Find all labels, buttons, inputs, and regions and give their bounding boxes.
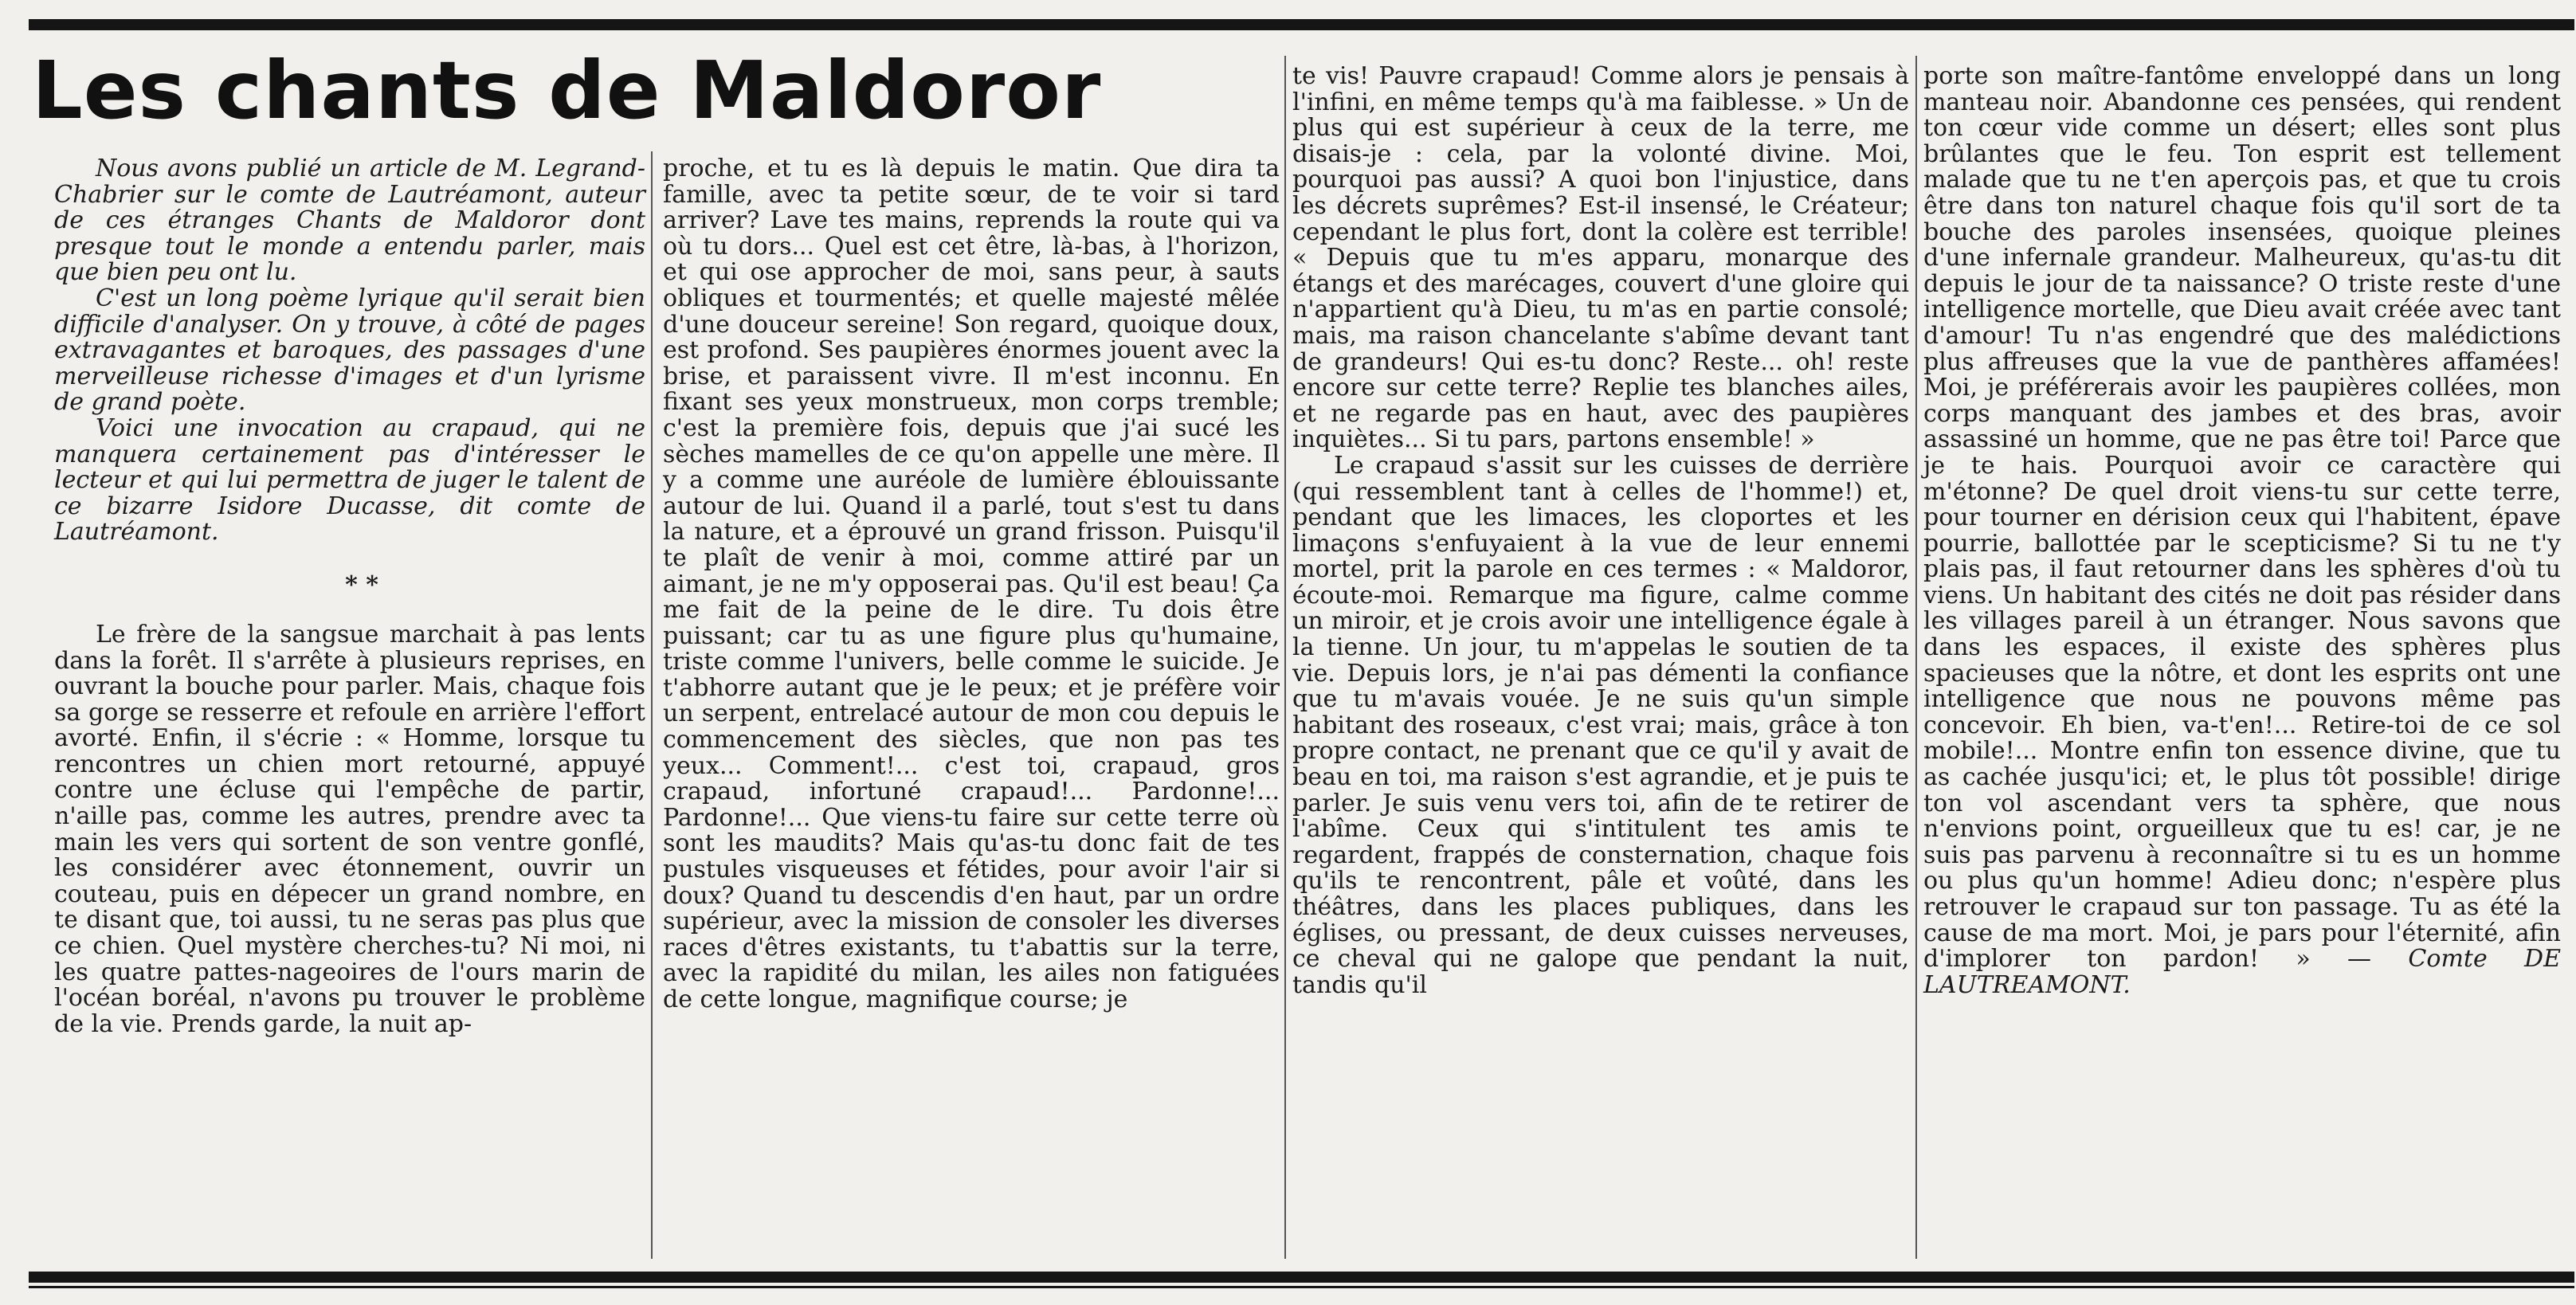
column-divider xyxy=(1284,56,1286,1259)
asterism-separator: * * xyxy=(345,570,378,599)
intro-section xyxy=(54,156,645,546)
column-4 xyxy=(1923,64,2561,998)
column-divider xyxy=(651,151,653,1259)
column-3 xyxy=(1292,64,1909,998)
author-signature: Comte DE LAUTREAMONT. xyxy=(1923,945,2561,999)
body-paragraph: te vis! Pauvre crapaud! Comme alors je pensais à l'infini, en même temps qu'à ma faiblesse. » Un de plus qui est supérieur à ceux de la terre, me disais-je : cela, par la volonté divine. Moi, pourquoi pas aussi? A quoi bon l'injustice, dans les décrets suprêmes? Est-il insensé, le Créateur; cependant le plus fort, dont la colère est terrible! « Depuis que tu m'es apparu, monarque des étangs et des marécages, couvert d'une gloire qui n'appartient qu'à Dieu, tu m'as en partie consolé; mais, ma raison chancelante s'abîme devant tant de grandeurs! Qui es-tu donc? Reste... oh! reste encore sur cette terre? Replie tes blanches ailes, et ne regarde pas en haut, avec des paupières inquiètes... Si tu pars, partons ensemble! » xyxy=(1292,62,1909,454)
column-1 xyxy=(54,156,645,1037)
body-paragraph xyxy=(1923,64,2561,998)
intro-paragraph: Nous avons publié un article de M. Legrand-Chabrier sur le comte de Lautréamont, auteur de ces étranges Chants de Maldoror dont presque tout le monde a entendu parler, mais que bien peu ont lu. xyxy=(54,155,645,287)
body-paragraph: Le crapaud s'assit sur les cuisses de derrière (qui ressemblent tant à celles de l'homme!) et, pendant que les limaces, les cloportes et les limaçons s'enfuyaient à la vue de leur ennemi mortel, prit la parole en ces termes : « Maldoror, écoute-moi. Remarque ma figure, calme comme un miroir, et je crois avoir une intelligence égale à la tienne. Un jour, tu m'appelas le soutien de ta vie. Depuis lors, je n'ai pas démenti la confiance que tu m'avais vouée. Je ne suis qu'un simple habitant des roseaux, c'est vrai; mais, grâce à ton propre contact, ne prenant que ce qu'il y avait de beau en toi, ma raison s'est agrandie, et je puis te parler. Je suis venu vers toi, afin de te retirer de l'abîme. Ceux qui s'intitulent tes amis te regardent, frappés de consternation, chaque fois qu'ils te rencontrent, pâle et voûté, dans les théâtres, dans les places publiques, dans les églises, ou pressant, de deux cuisses nerveuses, ce cheval qui ne galope que pendant la nuit, tandis qu'il xyxy=(1292,451,1909,999)
column-2 xyxy=(663,156,1280,1013)
intro-paragraph: C'est un long poème lyrique qu'il serait bien difficile d'analyser. On y trouve, à côté de pages extravagantes et baroques, des passages d'une merveilleuse richesse d'images et d'un lyrisme de grand poète. xyxy=(54,284,645,417)
bottom-rule-thin xyxy=(29,1286,2574,1288)
body-paragraph: Le frère de la sangsue marchait à pas lents dans la forêt. Il s'arrête à plusieurs reprises, en ouvrant la bouche pour parler. Mais, chaque fois sa gorge se resserre et refoule en arrière l'effort avorté. Enfin, il s'écrie : « Homme, lorsque tu rencontres un chien mort retourné, appuyé contre une écluse qui l'empêche de partir, n'aille pas, comme les autres, prendre avec ta main les vers qui sortent de son ventre gonflé, les considérer avec étonnement, ouvrir un couteau, puis en dépecer un grand nombre, en te disant que, toi aussi, tu ne seras pas plus que ce chien. Quel mystère cherches-tu? Ni moi, ni les quatre pattes-nageoires de l'ours marin de l'océan boréal, n'avons pu trouver le problème de la vie. Prends garde, la nuit ap- xyxy=(54,620,645,1038)
bottom-rule xyxy=(29,1272,2574,1283)
column-divider xyxy=(1915,56,1917,1259)
headline: Les chants de Maldoror xyxy=(32,44,1102,137)
body-text: porte son maître-fantôme enveloppé dans un long manteau noir. Abandonne ces pensées, qui rendent ton cœur vide comme un désert; elles sont plus brûlantes que le feu. Ton esprit est tellement malade que tu ne t'en aperçois pas, et que tu crois être dans ton naturel chaque fois qu'il sort de ta bouche des paroles insensées, quoique pleines d'une infernale grandeur. Malheureux, qu'as-tu dit depuis le jour de ta naissance? O triste reste d'une intelligence mortelle, que Dieu avait créée avec tant d'amour! Tu n'as engendré que des malédictions plus affreuses que la vue de panthères affamées! Moi, je préférerais avoir les paupières collées, mon corps manquant des jambes et des bras, avoir assassiné un homme, que ne pas être toi! Parce que je te hais. Pourquoi avoir ce caractère qui m'étonne? De quel droit viens-tu sur cette terre, pour tourner en dérision ceux qui l'habitent, épave pourrie, ballottée par le scepticisme? Si tu ne t'y plais pas, il faut retourner dans les sphères d'où tu viens. Un habitant des cités ne doit pas résider dans les villages pareil à un étranger. Nous savons que dans les espaces, il existe des sphères plus spacieuses que la nôtre, et dont les esprits ont une intelligence que nous ne pouvons même pas concevoir. Eh bien, va-t'en!... Retire-toi de ce sol mobile!... Montre enfin ton essence divine, que tu as cachée jusqu'ici; et, le plus tôt possible! dirige ton vol ascendant vers ta sphère, que nous n'envions point, orgueilleux que tu es! car, je ne suis pas parvenu à reconnaître si tu es un homme ou plus qu'un homme! Adieu donc; n'espère plus retrouver le crapaud sur ton passage. Tu as été la cause de ma mort. Moi, je pars pour l'éternité, afin d'implorer ton pardon! » — xyxy=(1923,62,2561,974)
top-rule xyxy=(29,19,2574,30)
intro-paragraph: Voici une invocation au crapaud, qui ne manquera certainement pas d'intéresser le lecteur et qui lui permettra de juger le talent de ce bizarre Isidore Ducasse, dit comte de Lautréamont. xyxy=(54,413,645,547)
body-paragraph: proche, et tu es là depuis le matin. Que dira ta famille, avec ta petite sœur, de te voir si tard arriver? Lave tes mains, reprends la route qui va où tu dors... Quel est cet être, là-bas, à l'horizon, et qui ose approcher de moi, sans peur, à sauts obliques et tourmentés; et quelle majesté mêlée d'une douceur sereine! Son regard, quoique doux, est profond. Ses paupières énormes jouent avec la brise, et paraissent vivre. Il m'est inconnu. En fixant ses yeux monstrueux, mon corps tremble; c'est la première fois, depuis que j'ai sucé les sèches mamelles de ce qu'on appelle une mère. Il y a comme une auréole de lumière éblouissante autour de lui. Quand il a parlé, tout s'est tu dans la nature, et a éprouvé un grand frisson. Puisqu'il te plaît de venir à moi, comme attiré par un aimant, je ne m'y opposerai pas. Qu'il est beau! Ça me fait de la peine de le dire. Tu dois être puissant; car tu as une figure plus qu'humaine, triste comme l'univers, belle comme le suicide. Je t'abhorre autant que je le peux; et je préfère voir un serpent, entrelacé autour de mon cou depuis le commencement des siècles, que non pas tes yeux... Comment!... c'est toi, crapaud, gros crapaud, infortuné crapaud!... Pardonne!... Pardonne!... Que viens-tu faire sur cette terre où sont les maudits? Mais qu'as-tu donc fait de tes pustules visqueuses et fétides, pour avoir l'air si doux? Quand tu descendis d'en haut, par un ordre supérieur, avec la mission de consoler les diverses races d'êtres existants, tu t'abattis sur la terre, avec la rapidité du milan, les ailes non fatiguées de cette longue, magnifique course; je xyxy=(663,155,1280,1013)
